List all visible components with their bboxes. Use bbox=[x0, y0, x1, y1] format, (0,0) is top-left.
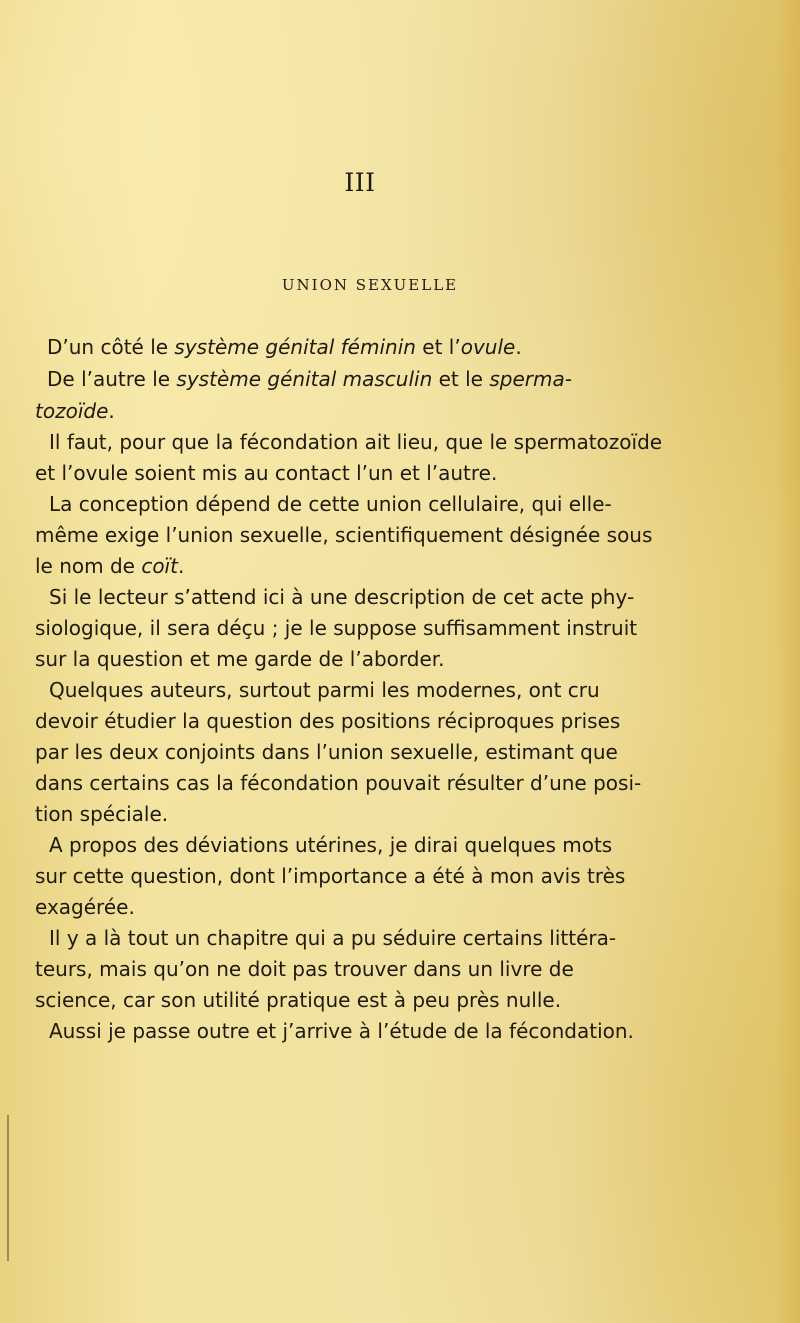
text-line: Si le lecteur s’attend ici à une description de cet acte phy- bbox=[49, 585, 635, 609]
text-line: science, car son utilité pratique est à peu près nulle. bbox=[35, 988, 562, 1012]
text-line: Aussi je passe outre et j’arrive à l’étude de la fécondation. bbox=[49, 1019, 634, 1043]
text-line: A propos des déviations utérines, je dirai quelques mots bbox=[49, 833, 613, 857]
emphasis-text: sperma- bbox=[489, 367, 572, 391]
text-line: Il y a là tout un chapitre qui a pu séduire certains littéra- bbox=[49, 926, 617, 950]
text-line: même exige l’union sexuelle, scientifiquement désignée sous bbox=[35, 523, 653, 547]
text-line: et l’ovule soient mis au contact l’un et l’autre. bbox=[35, 461, 498, 485]
emphasis-text: tozoïde bbox=[35, 399, 109, 423]
text-line: teurs, mais qu’on ne doit pas trouver dans un livre de bbox=[35, 957, 574, 981]
text-line: le nom de coït. bbox=[35, 554, 185, 578]
chapter-number: III bbox=[344, 168, 376, 197]
text-line: tion spéciale. bbox=[35, 802, 169, 826]
text-line: De l’autre le système génital masculin et le sperma- bbox=[47, 367, 572, 391]
text-line: Quelques auteurs, surtout parmi les modernes, ont cru bbox=[49, 678, 600, 702]
text-line: par les deux conjoints dans l’union sexuelle, estimant que bbox=[35, 740, 618, 764]
text-line: devoir étudier la question des positions réciproques prises bbox=[35, 709, 621, 733]
text-line: Il faut, pour que la fécondation ait lieu, que le spermatozoïde bbox=[49, 430, 663, 454]
text-line: siologique, il sera déçu ; je le suppose suffisamment instruit bbox=[35, 616, 638, 640]
text-line: dans certains cas la fécondation pouvait résulter d’une posi- bbox=[35, 771, 642, 795]
text-line: tozoïde. bbox=[35, 399, 115, 423]
chapter-title: UNION SEXUELLE bbox=[281, 276, 459, 294]
margin-mark bbox=[7, 1115, 9, 1261]
text-line: La conception dépend de cette union cellulaire, qui elle- bbox=[49, 492, 612, 516]
emphasis-text: coït bbox=[141, 554, 178, 578]
emphasis-text: ovule bbox=[460, 335, 516, 359]
text-line: exagérée. bbox=[35, 895, 135, 919]
text-line: sur cette question, dont l’importance a été à mon avis très bbox=[35, 864, 626, 888]
emphasis-text: système génital féminin bbox=[174, 335, 416, 359]
emphasis-text: système génital masculin bbox=[176, 367, 433, 391]
text-line: D’un côté le système génital féminin et l’ovule. bbox=[47, 335, 522, 359]
text-line: sur la question et me garde de l’aborder. bbox=[35, 647, 445, 671]
